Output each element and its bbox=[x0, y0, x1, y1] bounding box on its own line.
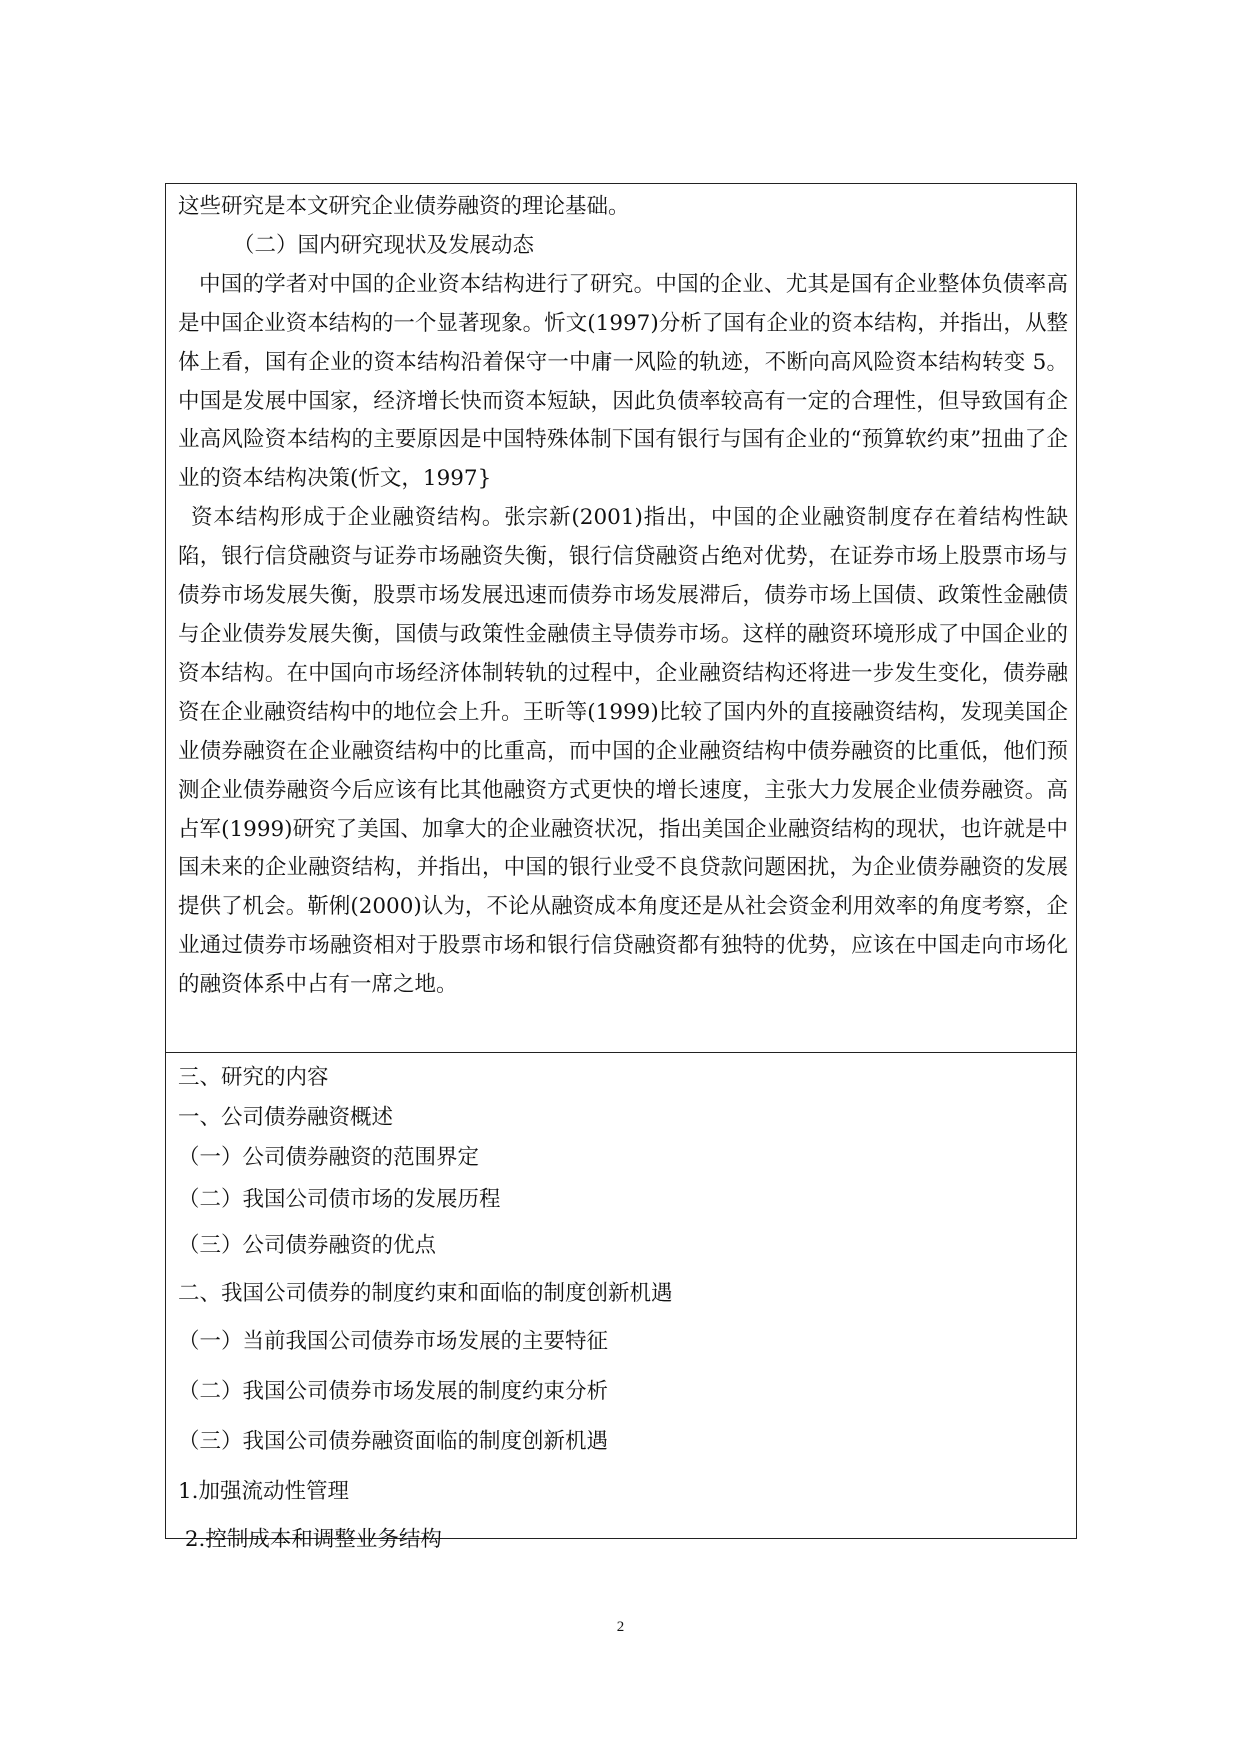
outline-item: （一）公司债券融资的范围界定 bbox=[178, 1145, 480, 1170]
outline-item: 1.加强流动性管理 bbox=[178, 1479, 350, 1504]
outline-heading: 三、研究的内容 bbox=[178, 1065, 329, 1090]
outline-item: （一）当前我国公司债券市场发展的主要特征 bbox=[178, 1329, 609, 1354]
outline-item: 一、公司债券融资概述 bbox=[178, 1105, 394, 1130]
table-cell-research-status bbox=[178, 188, 1068, 1005]
outline-item: （二）我国公司债券市场发展的制度约束分析 bbox=[178, 1379, 609, 1404]
paragraph-intro-line: 这些研究是本文研究企业债券融资的理论基础。 bbox=[178, 194, 630, 219]
outline-item: （二）我国公司债市场的发展历程 bbox=[178, 1187, 501, 1212]
table-row-divider bbox=[165, 1052, 1077, 1053]
outline-item: 2.控制成本和调整业务结构 bbox=[178, 1527, 442, 1552]
page-number: 2 bbox=[616, 1619, 625, 1635]
outline-item: （三）我国公司债券融资面临的制度创新机遇 bbox=[178, 1429, 609, 1454]
outline-item: 二、我国公司债券的制度约束和面临的制度创新机遇 bbox=[178, 1281, 673, 1306]
section-heading-domestic-research: （二）国内研究现状及发展动态 bbox=[233, 232, 535, 258]
paragraph-financing-structure: 资本结构形成于企业融资结构。张宗新(2001)指出，中国的企业融资制度存在着结构性缺陷，银行信贷融资与证券市场融资失衡，银行信贷融资占绝对优势，在证券市场上股票市场与债券市场发展失衡，股票市场发展迅速而债券市场发展滞后，债券市场上国债、政策性金融债与企业债券发展失衡，国债与政策性金融债主导债券市场。这样的融资环境形成了中国企业的资本结构。在中国向市场经济体制转轨的过程中，企业融资结构还将进一步发生变化，债券融资在企业融资结构中的地位会上升。王昕等(1999)比较了国内外的直接融资结构，发现美国企业债券融资在企业融资结构中的比重高，而中国的企业融资结构中债券融资的比重低，他们预测企业债券融资今后应该有比其他融资方式更快的增长速度，主张大力发展企业债券融资。高占军(1999)研究了美国、加拿大的企业融资状况，指出美国企业融资结构的现状，也许就是中国未来的企业融资结构，并指出，中国的银行业受不良贷款问题困扰，为企业债券融资的发展提供了机会。靳俐(2000)认为，不论从融资成本角度还是从社会资金利用效率的角度考察，企业通过债券市场融资相对于股票市场和银行信贷融资都有独特的优势，应该在中国走向市场化的融资体系中占有一席之地。 bbox=[178, 505, 1068, 998]
outline-item: （三）公司债券融资的优点 bbox=[178, 1233, 437, 1258]
paragraph-capital-structure: 中国的学者对中国的企业资本结构进行了研究。中国的企业、尤其是国有企业整体负债率高是中国企业资本结构的一个显著现象。忻文(1997)分析了国有企业的资本结构，并指出，从整体上看，国有企业的资本结构沿着保守一中庸一风险的轨迹，不断向高风险资本结构转变 5。中国是发展中国家，经济增长快而资本短缺，因此负债率较高有一定的合理性，但导致国有企业高风险资本结构的主要原因是中国特殊体制下国有银行与国有企业的“预算软约束”扭曲了企业的资本结构决策(忻文，1997} bbox=[178, 271, 1068, 492]
